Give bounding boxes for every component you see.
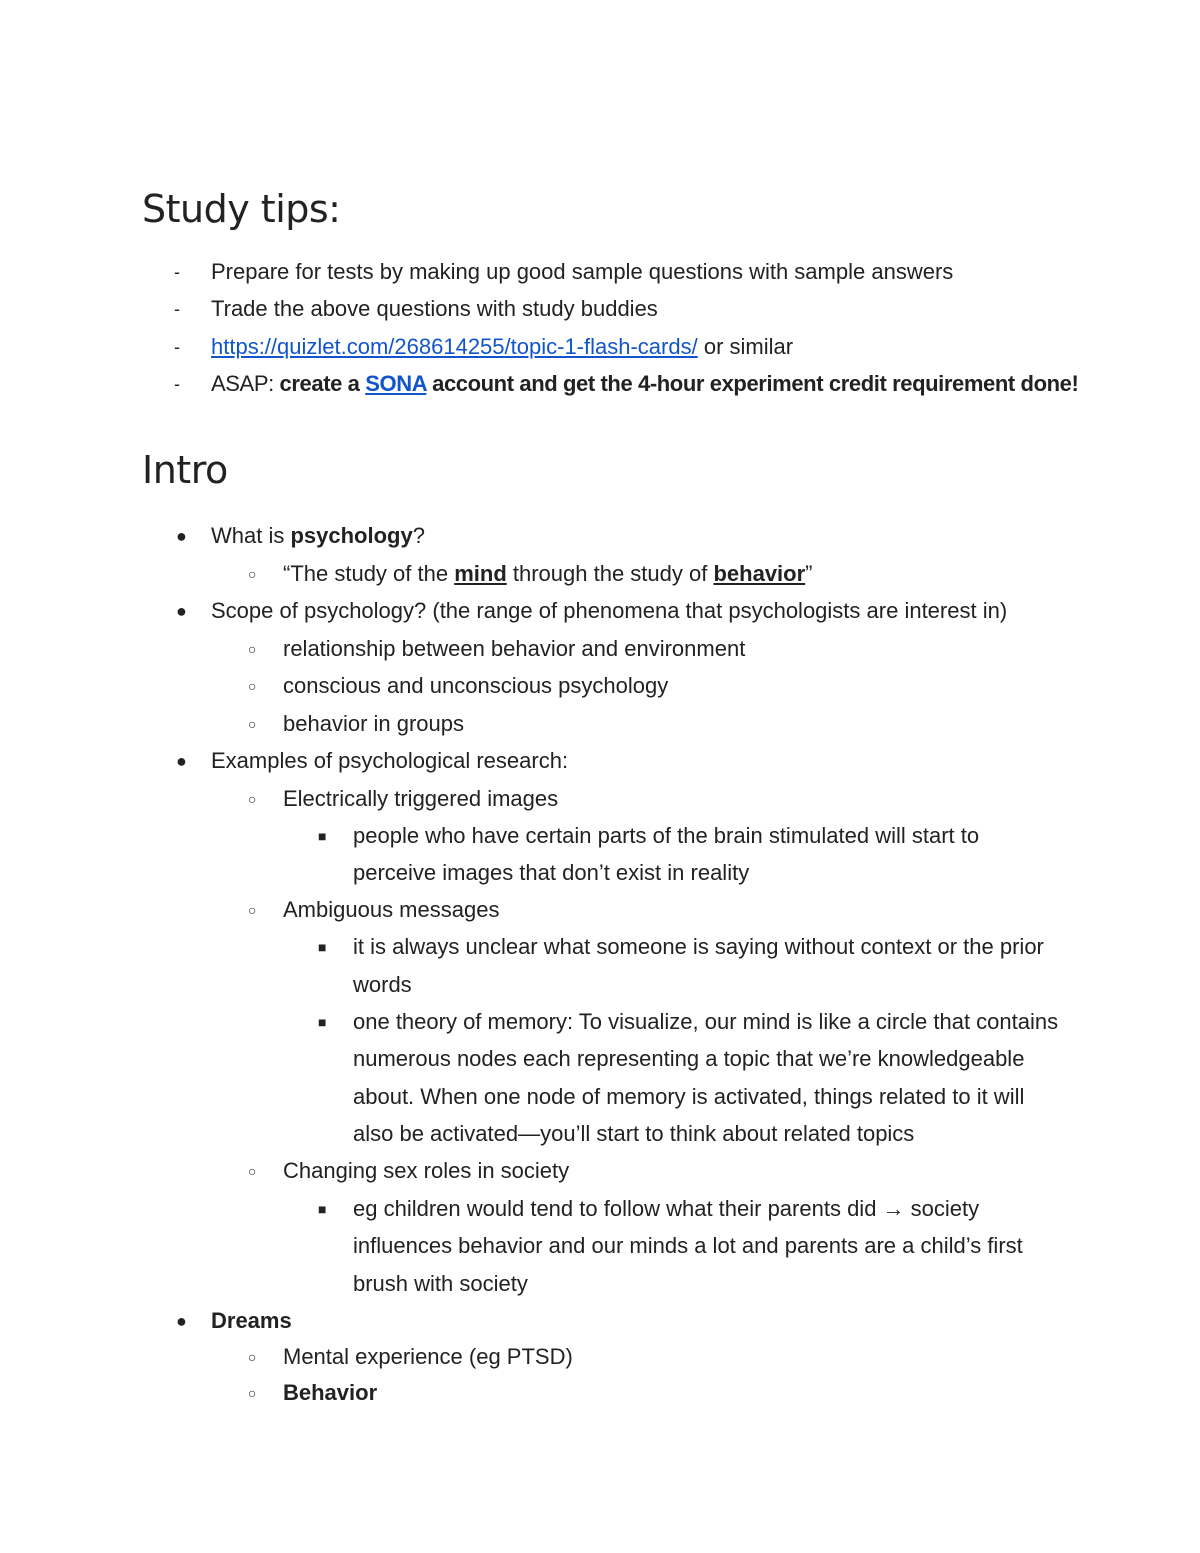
ambiguous-detail-line: words <box>353 972 412 997</box>
asap-bold-post: account and get the 4-hour experiment credit requirement done! <box>426 371 1079 396</box>
square-bullet: ■ <box>318 828 327 844</box>
psychology-definition <box>283 561 813 587</box>
square-bullet: ■ <box>318 939 327 955</box>
memory-theory-line: one theory of memory: To visualize, our mind is like a circle that contains <box>353 1009 1059 1034</box>
quizlet-link[interactable]: https://quizlet.com/268614255/topic-1-flash-cards/ <box>211 334 698 359</box>
intro-heading: Intro <box>142 448 228 492</box>
what-is-post: ? <box>412 523 425 548</box>
disc-bullet: ● <box>176 1311 187 1331</box>
asap-prefix: ASAP: <box>211 371 280 396</box>
dreams-item: Mental experience (eg PTSD) <box>283 1344 573 1369</box>
circle-bullet: ○ <box>248 641 257 657</box>
sex-roles-label: Changing sex roles in society <box>283 1158 570 1183</box>
asap-bold-pre: create a <box>279 371 366 396</box>
circle-bullet: ○ <box>248 716 257 732</box>
study-tip-3 <box>211 334 793 360</box>
disc-bullet: ● <box>176 601 187 621</box>
mind-term: mind <box>454 561 507 586</box>
dash-bullet: - <box>174 299 180 319</box>
what-is-psychology <box>211 523 425 549</box>
memory-theory-line: numerous nodes each representing a topic that we’re knowledgeable <box>353 1046 1025 1071</box>
scope-of-psychology: Scope of psychology? (the range of phenomena that psychologists are interest in) <box>211 598 1008 623</box>
circle-bullet: ○ <box>248 791 257 807</box>
electrical-label: Electrically triggered images <box>283 786 559 811</box>
memory-theory-line: about. When one node of memory is activated, things related to it will <box>353 1084 1025 1109</box>
memory-theory-line: also be activated—you’ll start to think about related topics <box>353 1121 915 1146</box>
dash-bullet: - <box>174 337 180 357</box>
sex-roles-detail-line: influences behavior and our minds a lot and parents are a child’s first <box>353 1233 1023 1258</box>
study-tips-heading: Study tips: <box>142 187 341 231</box>
electrical-detail-line: perceive images that don’t exist in reality <box>353 860 750 885</box>
disc-bullet: ● <box>176 526 187 546</box>
what-is-pre: What is <box>211 523 291 548</box>
dash-bullet: - <box>174 262 180 282</box>
scope-item: behavior in groups <box>283 711 465 736</box>
dash-bullet: - <box>174 374 180 394</box>
definition-post: ” <box>805 561 813 586</box>
square-bullet: ■ <box>318 1014 327 1030</box>
sex-roles-detail-line: brush with society <box>353 1271 528 1296</box>
study-tip-1: Prepare for tests by making up good sample questions with sample answers <box>211 259 954 284</box>
dreams-label: Dreams <box>211 1308 292 1333</box>
scope-item: relationship between behavior and environment <box>283 636 746 661</box>
electrical-detail-line: people who have certain parts of the brain stimulated will start to <box>353 823 980 848</box>
definition-pre: “The study of the <box>283 561 455 586</box>
ambiguous-detail-line: it is always unclear what someone is saying without context or the prior <box>353 934 1044 959</box>
disc-bullet: ● <box>176 751 187 771</box>
circle-bullet: ○ <box>248 902 257 918</box>
square-bullet: ■ <box>318 1201 327 1217</box>
circle-bullet: ○ <box>248 1349 257 1365</box>
psychology-term: psychology <box>290 523 413 548</box>
scope-item: conscious and unconscious psychology <box>283 673 669 698</box>
ambiguous-label: Ambiguous messages <box>283 897 500 922</box>
behavior-term: behavior <box>713 561 806 586</box>
study-tip-2: Trade the above questions with study buddies <box>211 296 658 321</box>
circle-bullet: ○ <box>248 678 257 694</box>
circle-bullet: ○ <box>248 1163 257 1179</box>
circle-bullet: ○ <box>248 566 257 582</box>
sex-roles-detail-line: eg children would tend to follow what their parents did → society <box>353 1196 980 1221</box>
study-tip-4 <box>211 371 1078 397</box>
dreams-item: Behavior <box>283 1380 378 1405</box>
quizlet-suffix: or similar <box>697 334 794 359</box>
examples-heading: Examples of psychological research: <box>211 748 569 773</box>
circle-bullet: ○ <box>248 1385 257 1401</box>
sona-link[interactable]: SONA <box>365 371 427 396</box>
definition-mid: through the study of <box>506 561 714 586</box>
